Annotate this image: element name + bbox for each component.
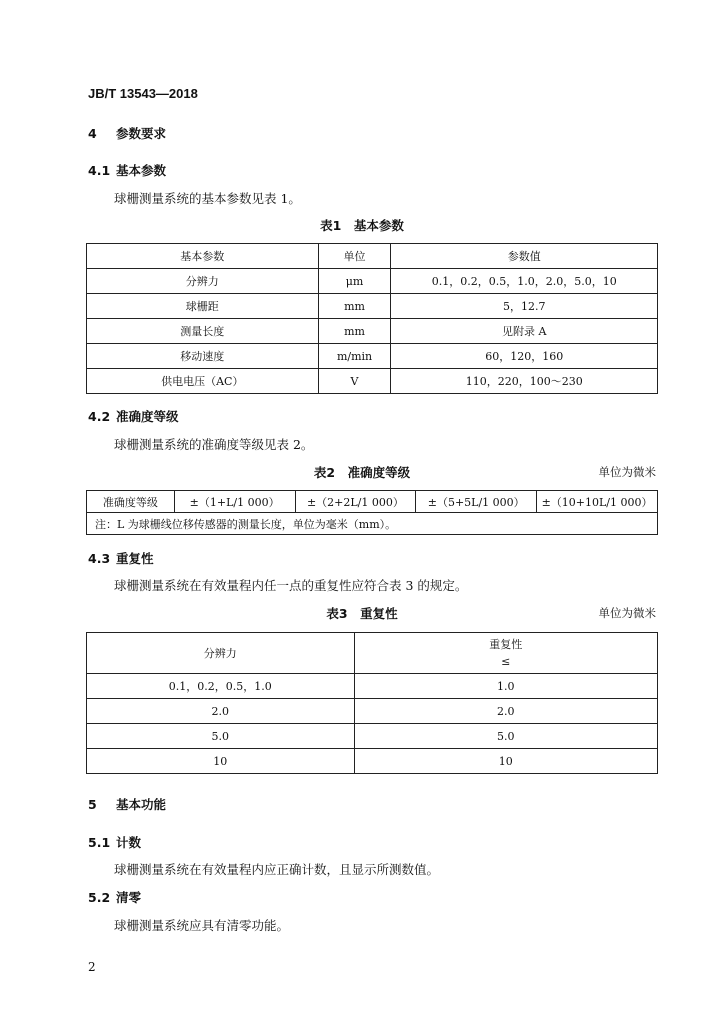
table-3-caption: 表3 重复性: [326, 606, 398, 621]
section-title: 重复性: [116, 551, 154, 566]
table-3-unit: 单位为微米: [598, 606, 656, 620]
section-title: 计数: [116, 835, 142, 850]
table-row: [87, 319, 658, 344]
section-4-3-text: 球栅测量系统在有效量程内任一点的重复性应符合表 3 的规定。: [114, 578, 468, 593]
table-cell: m/min: [318, 344, 391, 369]
table-header-row: [87, 633, 658, 674]
table-cell: 110，220，100～230: [391, 369, 658, 394]
section-number: 5.2: [88, 890, 111, 905]
section-number: 4.1: [88, 163, 111, 178]
table-cell: ±（10+10L/1 000）: [537, 491, 658, 513]
table-row: [87, 699, 658, 724]
section-5-2-heading: [88, 888, 141, 906]
table-cell: 0.1，0.2，0.5，1.0，2.0，5.0，10: [391, 269, 658, 294]
section-number: 4.2: [88, 409, 111, 424]
table-1-caption: 表1 基本参数: [320, 218, 404, 233]
table-row: [87, 269, 658, 294]
table-cell: 1.0: [354, 674, 657, 699]
table-row: [87, 344, 658, 369]
table-cell: 分辨力: [87, 269, 319, 294]
header-cell-repeatability: [354, 633, 657, 674]
section-5-1-text: 球栅测量系统在有效量程内应正确计数，且显示所测数值。: [114, 862, 440, 877]
section-4-2-heading: [88, 407, 179, 425]
table-row: [87, 724, 658, 749]
table-2-unit: 单位为微米: [598, 465, 656, 479]
table-cell: V: [318, 369, 391, 394]
table-note: 注：L 为球栅线位移传感器的测量长度，单位为毫米（mm）。: [87, 513, 658, 535]
table-cell: mm: [318, 294, 391, 319]
header-cell: 单位: [318, 244, 391, 269]
table-cell: 2.0: [354, 699, 657, 724]
document-code: JB/T 13543—2018: [88, 86, 198, 101]
header-line: ≤: [501, 655, 511, 668]
table-cell: 5，12.7: [391, 294, 658, 319]
table-header-row: [87, 244, 658, 269]
header-line: 重复性: [489, 638, 523, 651]
table-row: [87, 294, 658, 319]
section-number: 4.3: [88, 551, 111, 566]
section-5-1-heading: [88, 833, 141, 851]
section-4-1-text: 球栅测量系统的基本参数见表 1。: [114, 191, 301, 206]
table-cell: 10: [354, 749, 657, 774]
table-cell: 移动速度: [87, 344, 319, 369]
table-cell: 供电电压（AC）: [87, 369, 319, 394]
section-number: 5.1: [88, 835, 111, 850]
section-4-3-heading: [88, 549, 154, 567]
table-cell: 5.0: [354, 724, 657, 749]
table-cell: 60，120，160: [391, 344, 658, 369]
header-cell: 参数值: [391, 244, 658, 269]
table-cell: μm: [318, 269, 391, 294]
table-cell: 2.0: [87, 699, 355, 724]
page-number: 2: [88, 960, 96, 974]
section-4-1-heading: [88, 161, 166, 179]
section-title: 准确度等级: [116, 409, 179, 424]
table-cell: 0.1，0.2，0.5，1.0: [87, 674, 355, 699]
section-title: 基本参数: [116, 163, 167, 178]
table-note-row: [87, 513, 658, 535]
table-cell: 5.0: [87, 724, 355, 749]
section-5-heading: [88, 795, 166, 813]
section-title: 参数要求: [116, 126, 167, 141]
table-cell: mm: [318, 319, 391, 344]
table-cell: 测量长度: [87, 319, 319, 344]
section-number: 5: [88, 797, 97, 812]
table-cell: 准确度等级: [87, 491, 175, 513]
table-1-basic-parameters: [86, 243, 658, 394]
table-2-accuracy-grade: [86, 490, 658, 535]
table-row: [87, 749, 658, 774]
section-4-heading: [88, 124, 166, 142]
table-cell: 球栅距: [87, 294, 319, 319]
table-row: [87, 369, 658, 394]
table-cell: 见附录 A: [391, 319, 658, 344]
table-cell: ±（2+2L/1 000）: [295, 491, 416, 513]
table-2-caption: 表2 准确度等级: [313, 465, 411, 480]
table-cell: 10: [87, 749, 355, 774]
header-cell: 基本参数: [87, 244, 319, 269]
table-row: [87, 491, 658, 513]
table-cell: ±（5+5L/1 000）: [416, 491, 537, 513]
section-4-2-text: 球栅测量系统的准确度等级见表 2。: [114, 437, 314, 452]
section-5-2-text: 球栅测量系统应具有清零功能。: [114, 918, 290, 933]
header-cell: 分辨力: [87, 633, 355, 674]
table-3-repeatability: [86, 632, 658, 774]
section-title: 基本功能: [116, 797, 167, 812]
section-number: 4: [88, 126, 97, 141]
table-row: [87, 674, 658, 699]
table-cell: ±（1+L/1 000）: [174, 491, 295, 513]
section-title: 清零: [116, 890, 142, 905]
